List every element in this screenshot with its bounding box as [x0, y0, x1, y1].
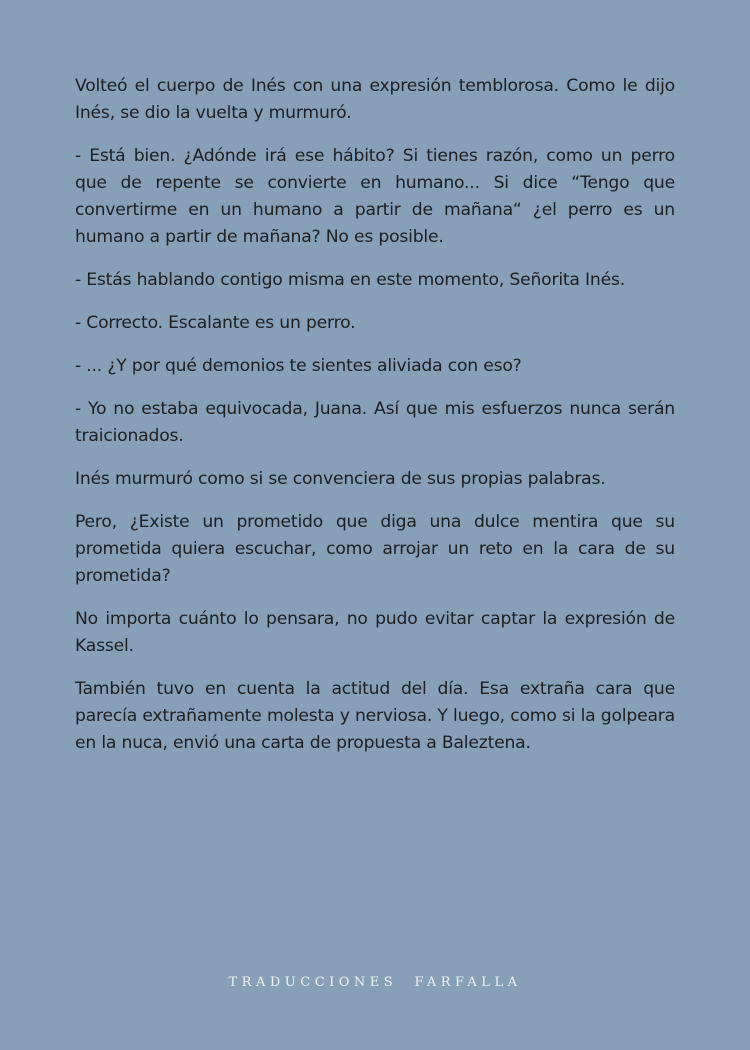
paragraph: Volteó el cuerpo de Inés con una expresión temblorosa. Como le dijo Inés, se dio la vuelta y murmuró. [75, 76, 675, 123]
paragraph: Inés murmuró como si se convenciera de sus propias palabras. [75, 469, 606, 489]
paragraph: - ... ¿Y por qué demonios te sientes aliviada con eso? [75, 356, 522, 376]
paragraph: - Estás hablando contigo misma en este momento, Señorita Inés. [75, 270, 625, 290]
page-body [75, 73, 675, 773]
paragraph: No importa cuánto lo pensara, no pudo evitar captar la expresión de Kassel. [75, 609, 675, 656]
paragraph: - Yo no estaba equivocada, Juana. Así que mis esfuerzos nunca serán traicionados. [75, 399, 675, 446]
footer-credit: TRADUCCIONES FARFALLA [228, 975, 522, 990]
paragraph: - Correcto. Escalante es un perro. [75, 313, 356, 333]
paragraph: También tuvo en cuenta la actitud del día. Esa extraña cara que parecía extrañamente molesta y nerviosa. Y luego, como si la golpeara en la nuca, envió una carta de propuesta a Baleztena. [75, 679, 675, 753]
paragraph: Pero, ¿Existe un prometido que diga una dulce mentira que su prometida quiera escuchar, como arrojar un reto en la cara de su prometida? [75, 512, 675, 586]
paragraph: - Está bien. ¿Adónde irá ese hábito? Si tienes razón, como un perro que de repente se convierte en humano... Si dice “Tengo que convertirme en un humano a partir de mañana“ ¿el perro es un humano a partir de mañana? No es posible. [75, 146, 675, 247]
